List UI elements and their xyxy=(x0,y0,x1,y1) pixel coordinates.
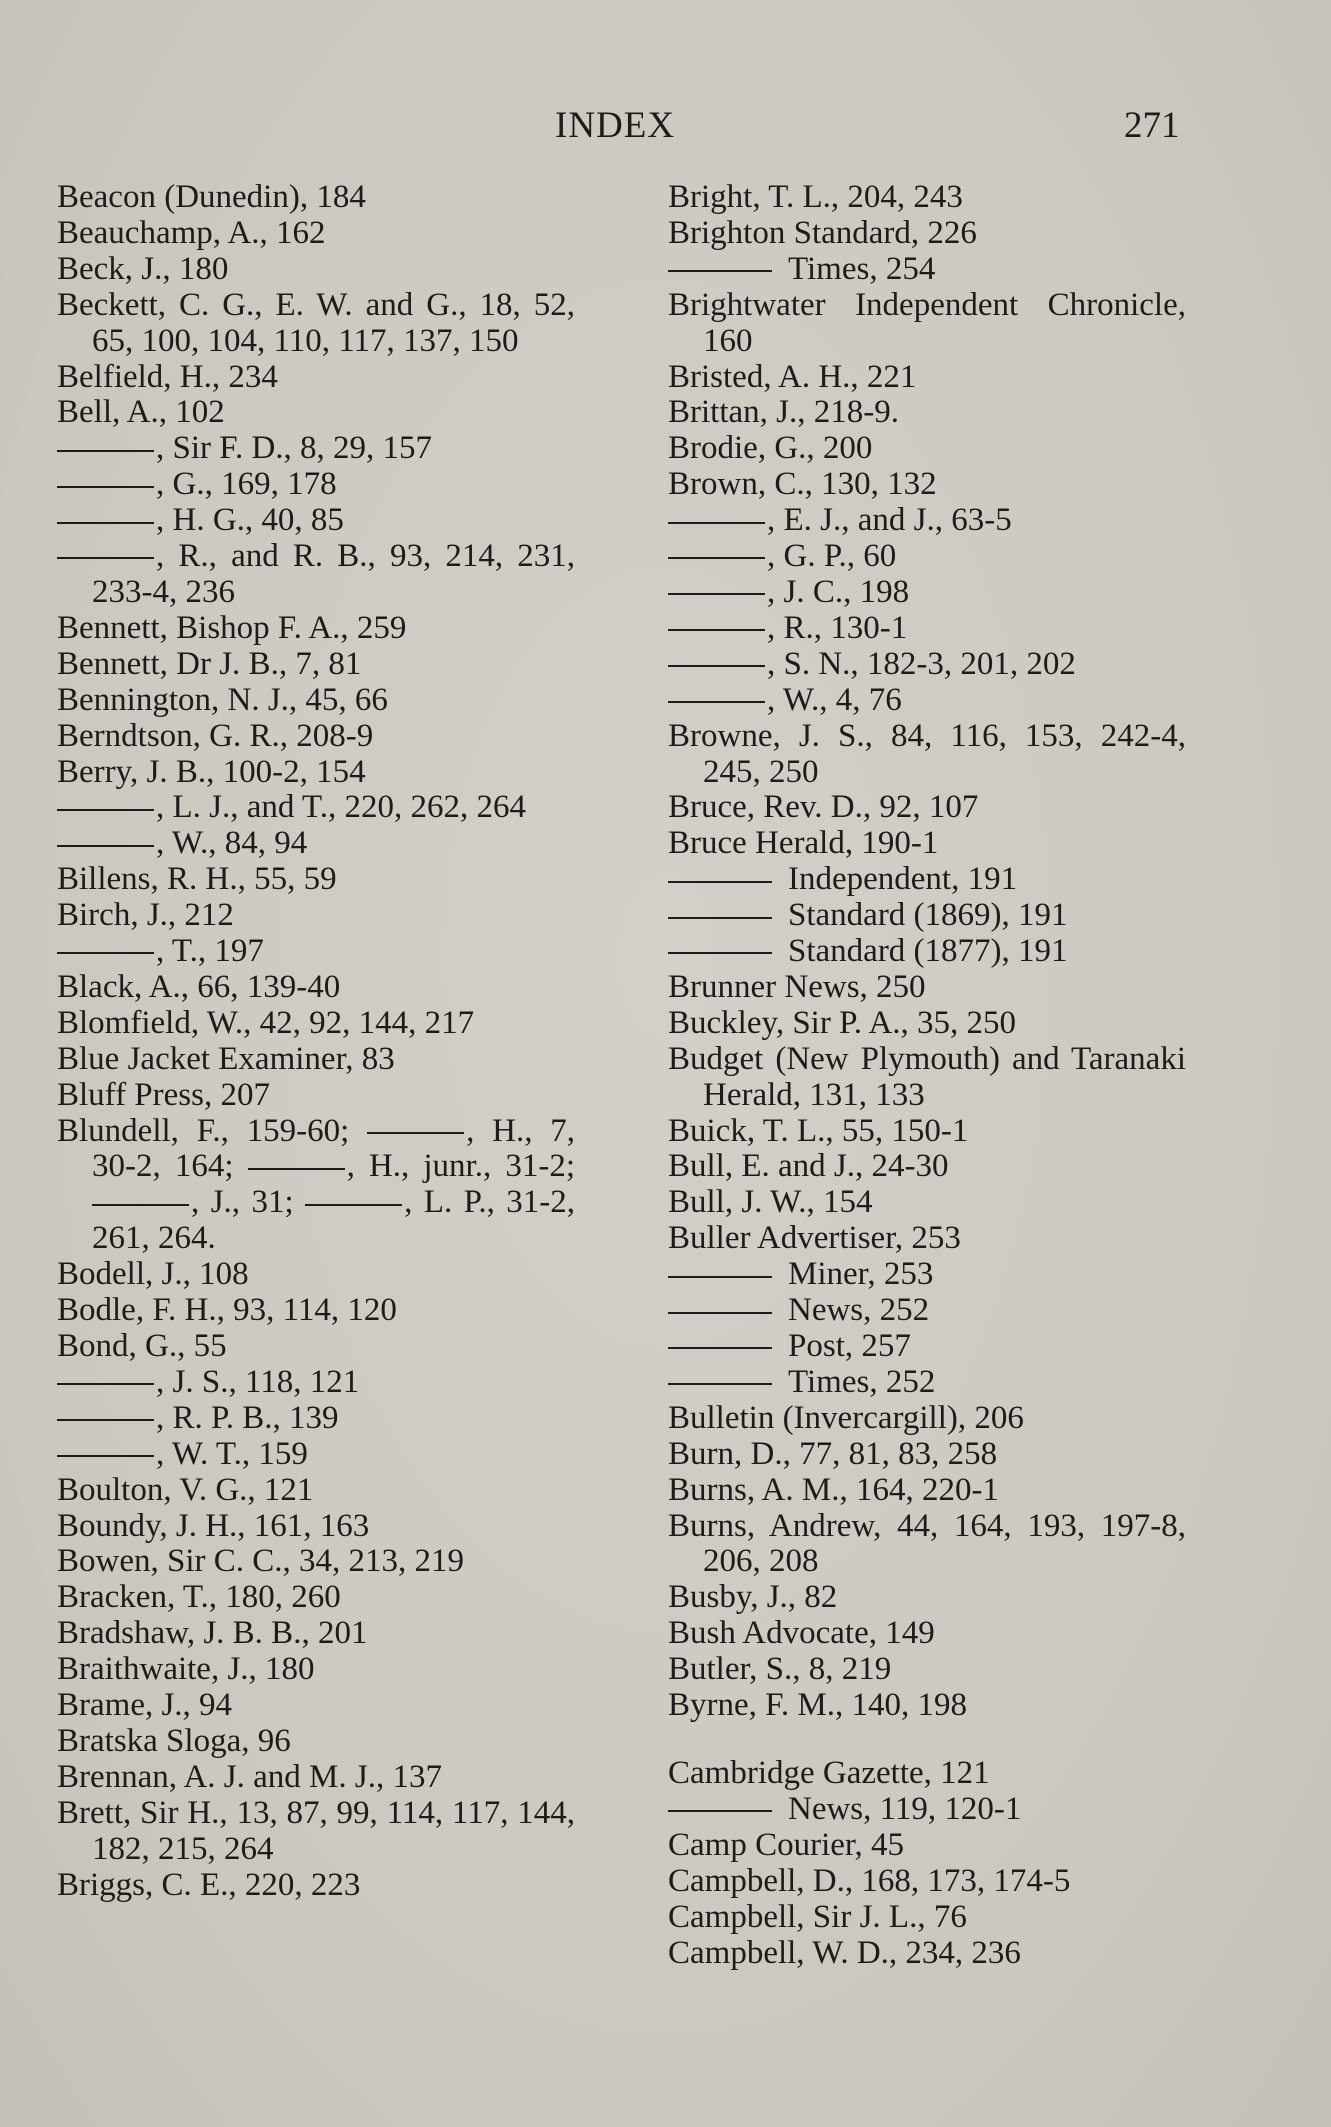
index-entry xyxy=(57,755,575,791)
index-entry-text: Braithwaite, J., 180 xyxy=(57,1651,315,1688)
index-entry xyxy=(57,1796,575,1868)
ditto-dash xyxy=(57,809,154,811)
index-entry xyxy=(668,288,1186,360)
index-entry-text: Independent, 191 xyxy=(788,861,1018,898)
index-entry xyxy=(57,647,575,683)
index-entry-text: , G., 169, 178 xyxy=(156,466,337,503)
index-entry xyxy=(668,1580,1186,1616)
index-entry xyxy=(668,1828,1186,1864)
index-entry-text: Boulton, V. G., 121 xyxy=(57,1471,314,1508)
index-entry-part: Blundell, F., 159-60; xyxy=(57,1112,368,1149)
index-entry-text: Miner, 253 xyxy=(788,1256,934,1293)
index-entry xyxy=(57,539,575,611)
index-entry-text: , G. P., 60 xyxy=(767,538,897,575)
index-entry-text: Bright, T. L., 204, 243 xyxy=(668,179,963,215)
index-entry-part: , H., junr., 31-2; xyxy=(346,1148,575,1185)
index-entry-text: Brittan, J., 218-9. xyxy=(668,394,899,431)
index-entry xyxy=(57,1114,575,1258)
ditto-dash xyxy=(57,557,154,559)
index-entry-text: , W., 4, 76 xyxy=(767,681,902,718)
ditto-dash xyxy=(668,593,765,595)
index-entry xyxy=(668,1616,1186,1652)
index-entry-text: Standard (1869), 191 xyxy=(788,897,1068,934)
index-entry-text: Bell, A., 102 xyxy=(57,394,225,431)
index-entry-text: Bull, J. W., 154 xyxy=(668,1184,873,1221)
index-entry xyxy=(668,503,1186,539)
index-entry xyxy=(668,1936,1186,1972)
index-entry xyxy=(57,503,575,539)
ditto-dash xyxy=(668,629,765,631)
index-entry-text: Birch, J., 212 xyxy=(57,897,234,934)
ditto-dash xyxy=(668,665,765,667)
index-entry xyxy=(57,395,575,431)
index-entry xyxy=(57,1006,575,1042)
index-entry-text: Blomfield, W., 42, 92, 144, 217 xyxy=(57,1004,475,1041)
index-entry-text: , S. N., 182-3, 201, 202 xyxy=(767,645,1076,682)
index-entry-text: Bruce Herald, 190-1 xyxy=(668,825,939,862)
index-entry-text: Byrne, F. M., 140, 198 xyxy=(668,1687,967,1724)
index-entry xyxy=(57,1401,575,1437)
index-entry-text: Browne, J. S., 84, 116, 153, 242-4, 245, 250 xyxy=(668,717,1186,790)
ditto-dash xyxy=(668,881,772,883)
index-entry-text: Burns, Andrew, 44, 164, 193, 197-8, 206, 208 xyxy=(668,1507,1186,1580)
ditto-dash xyxy=(57,952,154,954)
index-entry-text: Burn, D., 77, 81, 83, 258 xyxy=(668,1435,998,1472)
ditto-dash xyxy=(57,845,154,847)
index-entry xyxy=(668,395,1186,431)
index-entry-text: , W. T., 159 xyxy=(156,1435,308,1472)
index-entry xyxy=(57,180,575,216)
index-entry-text: Bluff Press, 207 xyxy=(57,1076,270,1113)
index-entry-text: Times, 252 xyxy=(788,1363,936,1400)
index-entry-text: Buller Advertiser, 253 xyxy=(668,1220,961,1257)
index-entry xyxy=(668,647,1186,683)
index-entry-text: Times, 254 xyxy=(788,250,936,287)
index-entry xyxy=(57,683,575,719)
index-entry xyxy=(668,1114,1186,1150)
index-entry xyxy=(668,1293,1186,1329)
index-entry xyxy=(668,683,1186,719)
page-title: INDEX xyxy=(555,105,676,146)
index-entry-text: Bracken, T., 180, 260 xyxy=(57,1579,341,1616)
index-entry xyxy=(57,611,575,647)
ditto-dash xyxy=(668,952,772,954)
index-entry xyxy=(57,1437,575,1473)
ditto-dash xyxy=(305,1204,402,1206)
ditto-dash xyxy=(248,1168,345,1170)
index-entry-text: Black, A., 66, 139-40 xyxy=(57,968,341,1005)
index-entry-text: Brame, J., 94 xyxy=(57,1687,233,1724)
ditto-dash xyxy=(668,522,765,524)
index-entry-text: Bennington, N. J., 45, 66 xyxy=(57,681,388,718)
ditto-dash xyxy=(367,1132,464,1134)
index-entry-text: News, 119, 120-1 xyxy=(788,1790,1022,1827)
index-entry xyxy=(668,1473,1186,1509)
index-entry-text: Brighton Standard, 226 xyxy=(668,214,977,251)
index-entry xyxy=(57,1544,575,1580)
index-entry-text: Cambridge Gazette, 121 xyxy=(668,1754,990,1791)
index-entry-text: Billens, R. H., 55, 59 xyxy=(57,861,337,898)
index-entry xyxy=(668,1756,1186,1792)
index-entry xyxy=(57,431,575,467)
index-entry-text: Bristed, A. H., 221 xyxy=(668,358,917,395)
index-entry xyxy=(57,898,575,934)
index-entry xyxy=(668,1652,1186,1688)
index-entry xyxy=(668,1688,1186,1724)
index-entry-part: , L. P., 31-2, 261, 264. xyxy=(92,1184,576,1257)
index-column-left xyxy=(57,180,575,1904)
ditto-dash xyxy=(668,1347,772,1349)
index-entry xyxy=(668,216,1186,252)
index-entry xyxy=(57,1616,575,1652)
index-entry-text: , R. P. B., 139 xyxy=(156,1399,339,1436)
index-entry-text: Bennett, Dr J. B., 7, 81 xyxy=(57,645,362,682)
index-entry-text: Belfield, H., 234 xyxy=(57,358,278,395)
index-entry xyxy=(668,539,1186,575)
index-entry xyxy=(668,1792,1186,1828)
index-entry xyxy=(668,934,1186,970)
index-entry-text: Bulletin (Invercargill), 206 xyxy=(668,1399,1024,1436)
index-entry-text: , Sir F. D., 8, 29, 157 xyxy=(156,430,433,467)
ditto-dash xyxy=(668,1383,772,1385)
index-entry xyxy=(57,1293,575,1329)
index-entry-text: Briggs, C. E., 220, 223 xyxy=(57,1866,361,1903)
index-entry xyxy=(57,1760,575,1796)
ditto-dash xyxy=(668,1276,772,1278)
index-entry xyxy=(57,252,575,288)
index-entry xyxy=(57,1473,575,1509)
index-entry-text: , L. J., and T., 220, 262, 264 xyxy=(156,789,527,826)
index-entry-text: , T., 197 xyxy=(156,933,264,970)
ditto-dash xyxy=(57,1455,154,1457)
index-entry xyxy=(57,862,575,898)
index-entry xyxy=(668,826,1186,862)
index-entry-text: Busby, J., 82 xyxy=(668,1579,838,1616)
index-entry-text: , R., and R. B., 93, 214, 231, 233-4, 236 xyxy=(92,538,575,610)
index-entry xyxy=(57,934,575,970)
index-entry xyxy=(57,1042,575,1078)
index-entry xyxy=(668,575,1186,611)
index-entry-text: Budget (New Plymouth) and Taranaki Herald, 131, 133 xyxy=(668,1040,1186,1113)
index-entry-text: Bodle, F. H., 93, 114, 120 xyxy=(57,1292,397,1329)
index-entry-text: Butler, S., 8, 219 xyxy=(668,1651,892,1688)
index-entry-text: Campbell, D., 168, 173, 174-5 xyxy=(668,1862,1071,1899)
index-entry-text: , J. S., 118, 121 xyxy=(156,1363,360,1400)
index-entry-text: Brown, C., 130, 132 xyxy=(668,466,937,503)
ditto-dash xyxy=(57,522,154,524)
index-entry xyxy=(668,1006,1186,1042)
index-entry xyxy=(57,467,575,503)
index-entry xyxy=(668,719,1186,791)
index-entry-text: Brodie, G., 200 xyxy=(668,430,873,467)
index-entry xyxy=(57,1580,575,1616)
index-entry-text: Buick, T. L., 55, 150-1 xyxy=(668,1112,969,1149)
index-entry xyxy=(57,719,575,755)
index-entry-text: Bull, E. and J., 24-30 xyxy=(668,1148,949,1185)
index-entry-text: Berndtson, G. R., 208-9 xyxy=(57,717,374,754)
index-entry-text: News, 252 xyxy=(788,1292,930,1329)
index-entry xyxy=(57,1365,575,1401)
index-entry xyxy=(57,1509,575,1545)
index-entry-text: , E. J., and J., 63-5 xyxy=(767,502,1012,539)
index-entry xyxy=(57,360,575,396)
ditto-dash xyxy=(668,270,772,272)
ditto-dash xyxy=(668,557,765,559)
ditto-dash xyxy=(668,1312,772,1314)
index-entry-text: Campbell, Sir J. L., 76 xyxy=(668,1898,967,1935)
ditto-dash xyxy=(92,1204,189,1206)
index-entry xyxy=(668,611,1186,647)
index-entry-text: , J. C., 198 xyxy=(767,573,910,610)
index-entry xyxy=(668,1437,1186,1473)
index-entry-text: Campbell, W. D., 234, 236 xyxy=(668,1934,1021,1971)
index-entry-text: Bratska Sloga, 96 xyxy=(57,1722,291,1759)
index-entry xyxy=(668,1149,1186,1185)
index-entry-part: , J., 31; xyxy=(191,1184,306,1221)
index-entry xyxy=(668,467,1186,503)
index-entry-text: Camp Courier, 45 xyxy=(668,1826,905,1863)
index-entry-text: Brunner News, 250 xyxy=(668,968,926,1005)
index-entry-text: Boundy, J. H., 161, 163 xyxy=(57,1507,370,1544)
index-entry-text: Beckett, C. G., E. W. and G., 18, 52, 65, 100, 104, 110, 117, 137, 150 xyxy=(57,286,575,359)
index-entry xyxy=(57,216,575,252)
index-entry xyxy=(668,1900,1186,1936)
index-entry-text: Bush Advocate, 149 xyxy=(668,1615,935,1652)
index-entry xyxy=(57,288,575,360)
index-entry xyxy=(668,790,1186,826)
index-entry-text: Bradshaw, J. B. B., 201 xyxy=(57,1615,368,1652)
index-entry-text: Brennan, A. J. and M. J., 137 xyxy=(57,1758,442,1795)
index-entry-text: , H. G., 40, 85 xyxy=(156,502,344,539)
index-entry xyxy=(57,790,575,826)
index-entry xyxy=(668,1864,1186,1900)
index-entry-text: Standard (1877), 191 xyxy=(788,933,1068,970)
ditto-dash xyxy=(668,917,772,919)
index-entry xyxy=(668,431,1186,467)
index-entry-text: Bennett, Bishop F. A., 259 xyxy=(57,609,407,646)
index-entry xyxy=(57,1724,575,1760)
index-entry-text: Bodell, J., 108 xyxy=(57,1256,249,1293)
index-entry-text: Brightwater Independent Chronicle, 160 xyxy=(668,286,1186,359)
index-entry xyxy=(668,1401,1186,1437)
index-entry-text: Beck, J., 180 xyxy=(57,250,229,287)
index-entry-text: , R., 130-1 xyxy=(767,609,908,646)
index-entry-text: Bowen, Sir C. C., 34, 213, 219 xyxy=(57,1543,465,1580)
index-entry-text: Beacon (Dunedin), 184 xyxy=(57,179,366,215)
index-column-right xyxy=(668,180,1186,1971)
index-entry xyxy=(668,1365,1186,1401)
index-entry-text: Berry, J. B., 100-2, 154 xyxy=(57,753,366,790)
index-entry xyxy=(57,1257,575,1293)
index-entry xyxy=(57,1078,575,1114)
index-entry xyxy=(668,1257,1186,1293)
ditto-dash xyxy=(668,701,765,703)
ditto-dash xyxy=(57,486,154,488)
index-entry-text: Brett, Sir H., 13, 87, 99, 114, 117, 144, 182, 215, 264 xyxy=(57,1794,575,1867)
index-entry-text: Burns, A. M., 164, 220-1 xyxy=(668,1471,999,1508)
index-entry-text: Bruce, Rev. D., 92, 107 xyxy=(668,789,979,826)
index-entry xyxy=(668,1509,1186,1581)
index-entry xyxy=(668,1329,1186,1365)
ditto-dash xyxy=(57,1383,154,1385)
index-entry xyxy=(668,862,1186,898)
ditto-dash xyxy=(57,450,154,452)
index-entry xyxy=(57,1868,575,1904)
index-entry-part: , H., 7, 30-2, 164; xyxy=(92,1112,575,1185)
index-entry xyxy=(668,1185,1186,1221)
ditto-dash xyxy=(668,1810,772,1812)
ditto-dash xyxy=(57,1419,154,1421)
index-entry xyxy=(57,1329,575,1365)
index-entry xyxy=(668,898,1186,934)
index-entry xyxy=(57,1652,575,1688)
index-entry-text: Post, 257 xyxy=(788,1328,911,1364)
index-entry xyxy=(668,970,1186,1006)
index-entry xyxy=(668,1221,1186,1257)
index-entry-text: Blue Jacket Examiner, 83 xyxy=(57,1040,395,1077)
index-entry-text: , W., 84, 94 xyxy=(156,825,308,862)
index-entry xyxy=(57,970,575,1006)
index-entry xyxy=(668,180,1186,216)
index-entry xyxy=(668,1042,1186,1114)
index-entry xyxy=(57,1688,575,1724)
index-entry xyxy=(57,826,575,862)
index-entry-text: Bond, G., 55 xyxy=(57,1328,227,1364)
index-entry-text: Buckley, Sir P. A., 35, 250 xyxy=(668,1004,1017,1041)
index-entry xyxy=(668,252,1186,288)
index-entry-text: Beauchamp, A., 162 xyxy=(57,214,326,251)
index-entry xyxy=(668,360,1186,396)
page-number: 271 xyxy=(1124,105,1180,146)
